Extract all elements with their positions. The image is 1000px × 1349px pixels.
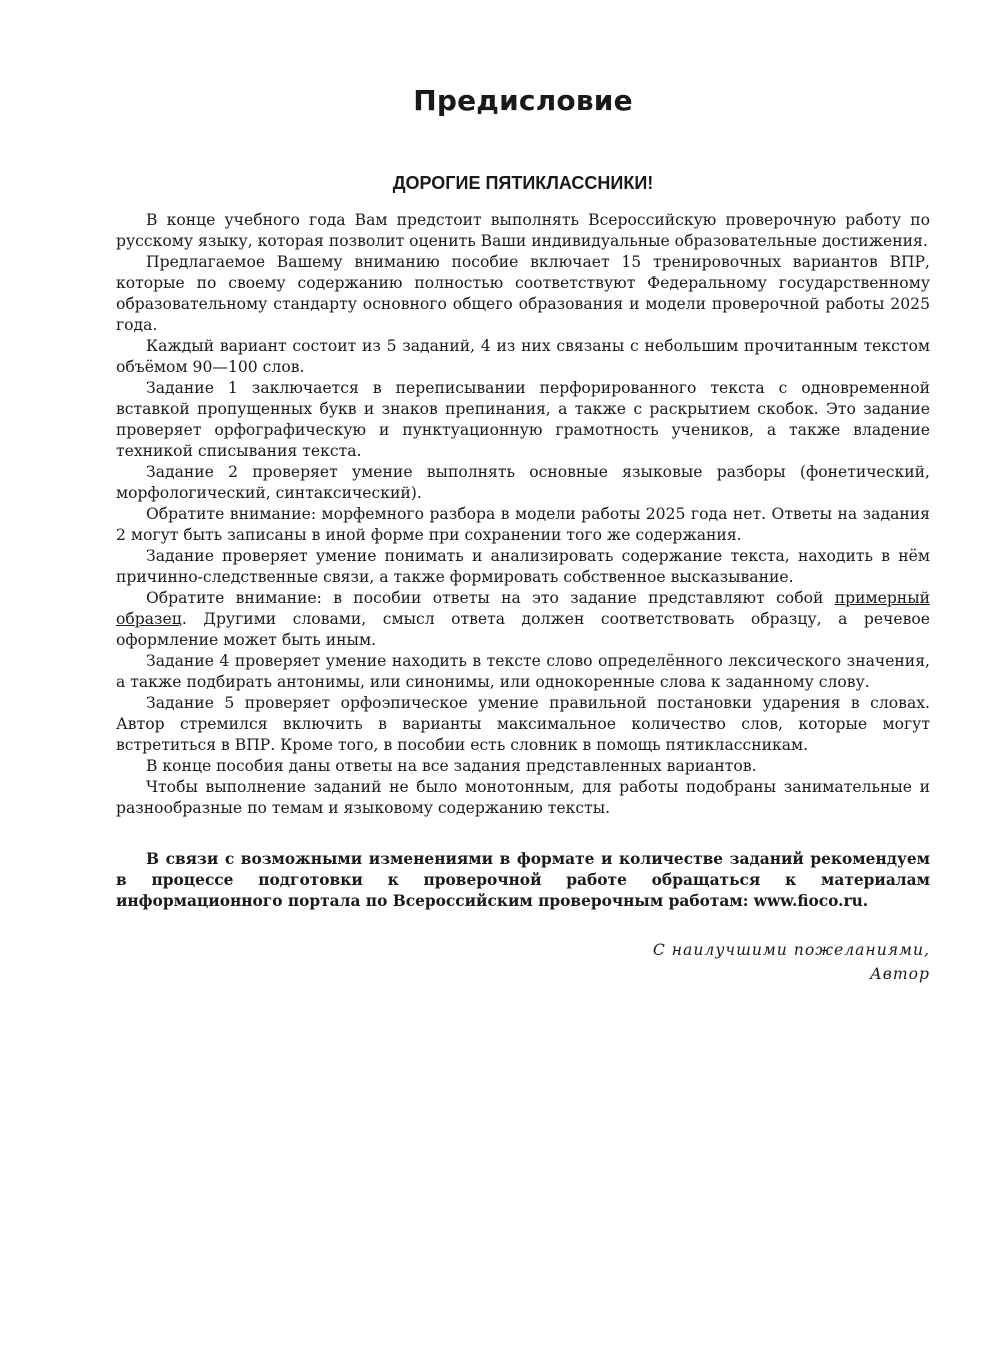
paragraph-4: Задание 1 заключается в переписывании перфорированного текста с одновременной вставкой пропущенных букв и знаков препинания, а также с раскрытием скобок. Это задание проверяет орфографическую и пунктуационную грамотность учеников, а также владение техникой списывания текста. — [116, 379, 930, 460]
paragraph-9: Задание 4 проверяет умение находить в тексте слово определённого лексического значения, а также подбирать антонимы, или синонимы, или однокоренные слова к заданному слову. — [116, 652, 930, 691]
signature-author: Автор — [869, 965, 930, 983]
paragraph-11: В конце пособия даны ответы на все задания представленных вариантов. — [146, 757, 757, 775]
paragraph-8-end: . Другими словами, смысл ответа должен соответствовать образцу, а речевое оформление может быть иным. — [116, 610, 930, 649]
paragraph-3: Каждый вариант состоит из 5 заданий, 4 из них связаны с небольшим прочитанным текстом объёмом 90—100 слов. — [116, 337, 930, 376]
paragraph-5: Задание 2 проверяет умение выполнять основные языковые разборы (фонетический, морфологический, синтаксический). — [116, 463, 930, 502]
paragraph-1: В конце учебного года Вам предстоит выполнять Всероссийскую проверочную работу по русскому языку, которая позволит оценить Ваши индивидуальные образовательные достижения. — [116, 211, 930, 250]
signature-wishes: С наилучшими пожеланиями, — [652, 941, 930, 959]
paragraph-2: Предлагаемое Вашему вниманию пособие включает 15 тренировочных вариантов ВПР, которые по своему содержанию полностью соответствуют Федеральному государственному образовательному стандарту основного общего образования и модели проверочной работы 2025 года. — [116, 253, 930, 334]
paragraph-8-start: Обратите внимание: в пособии ответы на это задание представляют собой — [146, 589, 835, 607]
underlined-phrase: примерный образец — [116, 589, 930, 628]
preface-body — [116, 210, 930, 819]
paragraph-7: Задание проверяет умение понимать и анализировать содержание текста, находить в нём причинно-следственные связи, а также формировать собственное высказывание. — [116, 547, 930, 586]
page-title: Предисловие — [413, 84, 633, 117]
signature — [653, 938, 930, 986]
greeting-heading: ДОРОГИЕ ПЯТИКЛАССНИКИ! — [392, 173, 654, 193]
paragraph-12: Чтобы выполнение заданий не было монотонным, для работы подобраны занимательные и разнообразные по темам и языковому содержанию тексты. — [116, 778, 930, 817]
paragraph-10: Задание 5 проверяет орфоэпическое умение правильной постановки ударения в словах. Автор стремился включить в варианты максимальное количество слов, которые могут встретиться в ВПР. Кроме того, в пособии есть словник в помощь пятиклассникам. — [116, 694, 930, 754]
paragraph-8 — [116, 588, 930, 651]
paragraph-6: Обратите внимание: морфемного разбора в модели работы 2025 года нет. Ответы на задания 2 могут быть записаны в иной форме при сохранении того же содержания. — [116, 505, 930, 544]
bold-notice: В связи с возможными изменениями в формате и количестве заданий рекомендуем в процессе подготовки к проверочной работе обращаться к материалам информационного портала по Всероссийским проверочным работам: www.fioco.ru. — [116, 850, 930, 910]
